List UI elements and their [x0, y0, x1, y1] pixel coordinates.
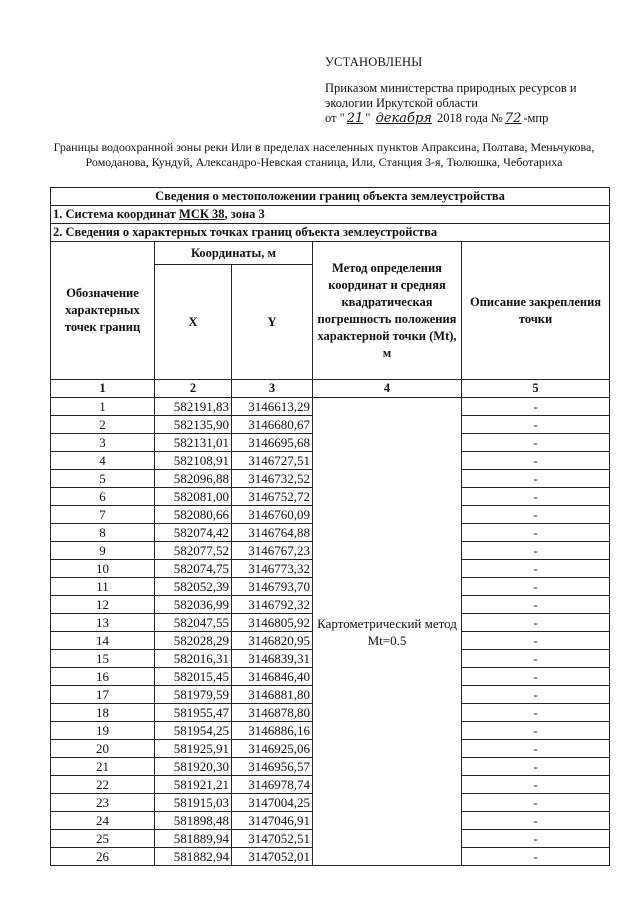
- point-number: 25: [51, 830, 155, 848]
- x-coordinate: 582028,29: [155, 632, 232, 650]
- point-description: -: [462, 506, 610, 524]
- y-coordinate: 3146846,40: [232, 668, 313, 686]
- x-coordinate: 582080,66: [155, 506, 232, 524]
- point-description: -: [462, 812, 610, 830]
- point-number: 11: [51, 578, 155, 596]
- x-coordinate: 581920,30: [155, 758, 232, 776]
- x-coordinate: 582191,83: [155, 398, 232, 416]
- y-coordinate: 3146878,80: [232, 704, 313, 722]
- point-description: -: [462, 650, 610, 668]
- table-title: Сведения о местоположении границ объекта землеустройства: [51, 188, 610, 206]
- date-sep: ": [365, 111, 371, 125]
- x-coordinate: 582077,52: [155, 542, 232, 560]
- y-coordinate: 3146793,70: [232, 578, 313, 596]
- section1-label: [51, 206, 610, 224]
- x-coordinate: 582016,31: [155, 650, 232, 668]
- header-method: Метод определения координат и средняя квадратическая погрешность положения характерной точки (Mt), м: [313, 242, 462, 380]
- point-number: 13: [51, 614, 155, 632]
- y-coordinate: 3146773,32: [232, 560, 313, 578]
- y-coordinate: 3147004,25: [232, 794, 313, 812]
- y-coordinate: 3146680,67: [232, 416, 313, 434]
- section2-label: 2. Сведения о характерных точках границ объекта землеустройства: [51, 224, 610, 242]
- point-number: 15: [51, 650, 155, 668]
- point-number: 18: [51, 704, 155, 722]
- y-coordinate: 3146881,80: [232, 686, 313, 704]
- y-coordinate: 3146767,23: [232, 542, 313, 560]
- header-description: Описание закрепления точки: [462, 242, 610, 380]
- y-coordinate: 3146886,16: [232, 722, 313, 740]
- x-coordinate: 582074,42: [155, 524, 232, 542]
- x-coordinate: 582135,90: [155, 416, 232, 434]
- x-coordinate: 582015,45: [155, 668, 232, 686]
- section1-suffix: , зона 3: [224, 207, 265, 221]
- y-coordinate: 3146805,92: [232, 614, 313, 632]
- y-coordinate: 3146820,95: [232, 632, 313, 650]
- approval-block: [325, 55, 625, 126]
- x-coordinate: 582108,91: [155, 452, 232, 470]
- point-number: 8: [51, 524, 155, 542]
- point-description: -: [462, 830, 610, 848]
- section2-row: [51, 224, 610, 242]
- header-point: Обозначение характерных точек границ: [51, 242, 155, 380]
- y-coordinate: 3146956,57: [232, 758, 313, 776]
- order-line-1: Приказом министерства природных ресурсов и: [325, 81, 577, 95]
- point-number: 26: [51, 848, 155, 866]
- point-number: 19: [51, 722, 155, 740]
- point-number: 17: [51, 686, 155, 704]
- order-line-2: экологии Иркутской области: [325, 96, 478, 110]
- date-year: 2018 года №: [437, 111, 503, 125]
- point-description: -: [462, 470, 610, 488]
- column-number: 2: [155, 380, 232, 398]
- order-suffix: -мпр: [523, 111, 549, 125]
- point-number: 21: [51, 758, 155, 776]
- point-description: -: [462, 524, 610, 542]
- y-coordinate: 3146978,74: [232, 776, 313, 794]
- point-description: -: [462, 614, 610, 632]
- point-number: 1: [51, 398, 155, 416]
- y-coordinate: 3146613,29: [232, 398, 313, 416]
- date-month: декабря: [375, 111, 432, 126]
- order-number: 72: [504, 111, 522, 126]
- y-coordinate: 3146760,09: [232, 506, 313, 524]
- x-coordinate: 581925,91: [155, 740, 232, 758]
- x-coordinate: 581979,59: [155, 686, 232, 704]
- x-coordinate: 581898,48: [155, 812, 232, 830]
- point-number: 24: [51, 812, 155, 830]
- point-description: -: [462, 578, 610, 596]
- date-day: 21: [346, 111, 364, 126]
- point-description: -: [462, 452, 610, 470]
- x-coordinate: 582036,99: [155, 596, 232, 614]
- point-description: -: [462, 722, 610, 740]
- x-coordinate: 581921,21: [155, 776, 232, 794]
- y-coordinate: 3147046,91: [232, 812, 313, 830]
- point-number: 16: [51, 668, 155, 686]
- x-coordinate: 582096,88: [155, 470, 232, 488]
- y-coordinate: 3146792,32: [232, 596, 313, 614]
- point-description: -: [462, 776, 610, 794]
- point-number: 20: [51, 740, 155, 758]
- point-description: -: [462, 848, 610, 866]
- y-coordinate: 3146925,06: [232, 740, 313, 758]
- column-number: 4: [313, 380, 462, 398]
- point-number: 2: [51, 416, 155, 434]
- point-description: -: [462, 632, 610, 650]
- point-number: 14: [51, 632, 155, 650]
- point-description: -: [462, 596, 610, 614]
- method-value: Картометрический метод Mt=0.5: [313, 398, 462, 866]
- point-description: -: [462, 794, 610, 812]
- point-description: -: [462, 758, 610, 776]
- section1-row: [51, 206, 610, 224]
- y-coordinate: 3146752,72: [232, 488, 313, 506]
- x-coordinate: 581955,47: [155, 704, 232, 722]
- x-coordinate: 581882,94: [155, 848, 232, 866]
- table-row: [51, 398, 610, 416]
- point-description: -: [462, 416, 610, 434]
- x-coordinate: 582074,75: [155, 560, 232, 578]
- x-coordinate: 582131,01: [155, 434, 232, 452]
- y-coordinate: 3146695,68: [232, 434, 313, 452]
- document-subtitle: Границы водоохранной зоны реки Или в пределах населенных пунктов Апраксина, Полтава, Меньчукова, Ромоданова, Кундуй, Александро-Невская станица, Или, Станция 3-я, Тюлюшка, Чеботариха: [53, 140, 595, 169]
- y-coordinate: 3146839,31: [232, 650, 313, 668]
- point-description: -: [462, 488, 610, 506]
- x-coordinate: 582052,39: [155, 578, 232, 596]
- x-coordinate: 581954,25: [155, 722, 232, 740]
- header-coordinates: Координаты, м: [155, 242, 313, 265]
- point-number: 4: [51, 452, 155, 470]
- point-description: -: [462, 542, 610, 560]
- point-number: 23: [51, 794, 155, 812]
- y-coordinate: 3147052,01: [232, 848, 313, 866]
- header-row-1: [51, 242, 610, 265]
- point-description: -: [462, 560, 610, 578]
- point-description: -: [462, 668, 610, 686]
- header-x: X: [155, 265, 232, 380]
- table-title-row: [51, 188, 610, 206]
- x-coordinate: 582081,00: [155, 488, 232, 506]
- point-description: -: [462, 398, 610, 416]
- point-number: 9: [51, 542, 155, 560]
- column-number: 5: [462, 380, 610, 398]
- approved-heading: УСТАНОВЛЕНЫ: [325, 55, 423, 69]
- column-number: 1: [51, 380, 155, 398]
- x-coordinate: 582047,55: [155, 614, 232, 632]
- y-coordinate: 3147052,51: [232, 830, 313, 848]
- point-number: 12: [51, 596, 155, 614]
- x-coordinate: 581915,03: [155, 794, 232, 812]
- point-description: -: [462, 434, 610, 452]
- point-number: 6: [51, 488, 155, 506]
- y-coordinate: 3146764,88: [232, 524, 313, 542]
- point-description: -: [462, 704, 610, 722]
- point-number: 5: [51, 470, 155, 488]
- column-number-row: [51, 380, 610, 398]
- point-number: 22: [51, 776, 155, 794]
- column-number: 3: [232, 380, 313, 398]
- point-number: 10: [51, 560, 155, 578]
- point-description: -: [462, 740, 610, 758]
- point-number: 7: [51, 506, 155, 524]
- x-coordinate: 581889,94: [155, 830, 232, 848]
- order-date-line: [325, 111, 625, 126]
- section1-system: МСК 38: [179, 207, 225, 221]
- data-body: [51, 398, 610, 866]
- point-number: 3: [51, 434, 155, 452]
- boundary-table: [50, 187, 610, 866]
- header-y: Y: [232, 265, 313, 380]
- date-prefix: от ": [325, 111, 345, 125]
- y-coordinate: 3146732,52: [232, 470, 313, 488]
- section1-prefix: 1. Система координат: [53, 207, 180, 221]
- y-coordinate: 3146727,51: [232, 452, 313, 470]
- point-description: -: [462, 686, 610, 704]
